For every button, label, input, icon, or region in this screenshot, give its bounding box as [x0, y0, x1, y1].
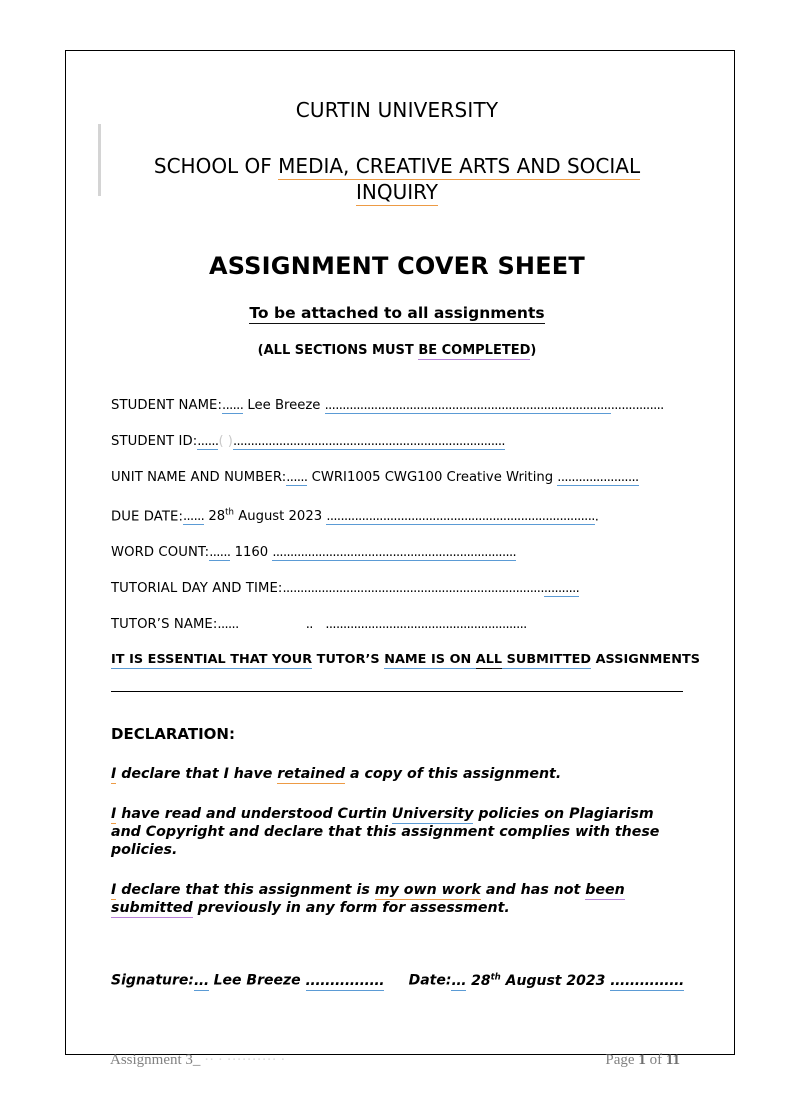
- field-tutorial[interactable]: [111, 580, 683, 597]
- page-prefix: Page: [605, 1052, 639, 1068]
- essential-notice: [111, 652, 701, 668]
- page-middle: of: [645, 1052, 666, 1068]
- decl1-highlight: retained: [277, 766, 346, 783]
- decl3-lead: I: [111, 882, 117, 899]
- due-date-label-dots: ......: [182, 509, 205, 525]
- signature-label-dots: ...: [193, 973, 209, 990]
- student-name-label-dots: ......: [222, 398, 244, 413]
- date-label-dots: ...: [451, 973, 467, 990]
- revision-change-bar: [98, 124, 101, 196]
- school-name-line2: INQUIRY: [356, 180, 438, 204]
- declaration-paragraph-1: [111, 765, 683, 783]
- university-title: CURTIN UNIVERSITY: [295, 98, 499, 122]
- due-date-monthyear: August 2023: [234, 509, 323, 525]
- attach-note-text: To be attached to all assignments: [249, 304, 545, 322]
- essential-part3: NAME IS ON: [384, 652, 476, 668]
- date-day: 28: [471, 973, 491, 990]
- essential-part1: IT IS ESSENTIAL THAT YOUR: [111, 652, 313, 668]
- student-id-label: STUDENT ID:: [111, 434, 198, 449]
- decl3-mid: declare that this assignment is: [116, 882, 375, 899]
- date-ordinal: th: [490, 972, 501, 983]
- student-name-label: STUDENT NAME:: [111, 398, 223, 413]
- tutorial-leader-tail: ..........: [543, 581, 580, 597]
- school-name-line1: MEDIA, CREATIVE ARTS AND SOCIAL: [278, 154, 641, 178]
- decl3-highlight-1: my own work: [374, 882, 481, 899]
- date-dots: ...............: [610, 973, 684, 990]
- page-current: 1: [638, 1052, 646, 1068]
- all-sections-suffix: ): [530, 343, 537, 358]
- unit-leader: .......................: [557, 470, 639, 485]
- due-date-leader-tail: .: [594, 509, 599, 525]
- essential-part2: TUTOR’S: [312, 652, 385, 668]
- field-unit[interactable]: [111, 469, 683, 486]
- student-id-leader: .............................................................................: [232, 434, 505, 449]
- decl2-tail: policies on Plagiarism and Copyright and declare that this assignment complies with these policies.: [111, 806, 660, 859]
- word-count-label-dots: ......: [209, 545, 231, 561]
- decl3-highlight-2: been submitted: [111, 882, 625, 917]
- decl2-highlight: University: [391, 806, 474, 823]
- field-tutor-name[interactable]: [111, 616, 683, 633]
- signature-dots: ................: [305, 973, 385, 990]
- decl2-lead: I: [111, 806, 117, 823]
- footer-left: [110, 1052, 285, 1069]
- decl2-mid: have read and understood Curtin: [116, 806, 392, 823]
- signature-label: Signature:: [111, 973, 194, 990]
- field-due-date[interactable]: [111, 505, 683, 525]
- section-divider: [111, 691, 683, 692]
- due-date-ordinal: th: [225, 508, 234, 518]
- tutor-name-value: [239, 617, 306, 632]
- declaration-heading: DECLARATION:: [111, 725, 235, 744]
- footer-redacted-text: ·· · ·········· ·: [200, 1052, 286, 1068]
- footer-assignment-label: Assignment 3_: [110, 1052, 201, 1068]
- decl1-tail: a copy of this assignment.: [345, 766, 562, 783]
- footer-page-number: [605, 1052, 680, 1069]
- declaration-paragraph-3: [111, 881, 683, 917]
- due-date-day: 28: [208, 509, 226, 525]
- student-name-leader-tail: ...............: [610, 398, 664, 413]
- signature-line[interactable]: [111, 972, 683, 989]
- due-date-leader: ............................................................................: [326, 509, 595, 525]
- essential-part6: ASSIGNMENTS: [591, 652, 701, 668]
- attach-note: [111, 304, 683, 322]
- decl3-mid-2: and has not: [480, 882, 586, 899]
- date-value: [466, 973, 610, 989]
- school-title: [111, 153, 683, 205]
- tutor-name-label: TUTOR’S NAME:: [111, 617, 218, 633]
- cover-sheet-title: ASSIGNMENT COVER SHEET: [209, 252, 585, 280]
- field-student-name[interactable]: [111, 397, 683, 414]
- unit-label: UNIT NAME AND NUMBER:: [111, 470, 287, 485]
- essential-part4: ALL: [475, 652, 503, 668]
- page-footer: [110, 1052, 680, 1069]
- page-content: [111, 51, 701, 990]
- tutor-name-mid-marks: ..: [305, 617, 313, 633]
- word-count-leader-2: .......................................: [378, 545, 517, 561]
- tutor-name-leader: .........................................................: [325, 617, 527, 633]
- essential-part5: SUBMITTED: [502, 652, 592, 668]
- all-sections-highlight: BE COMPLETED: [418, 343, 531, 358]
- page-total: 11: [665, 1052, 680, 1068]
- declaration-paragraph-2: [111, 805, 683, 859]
- due-date-label: DUE DATE:: [111, 509, 183, 525]
- date-label: Date:: [408, 973, 452, 990]
- all-sections-note: [111, 343, 683, 358]
- student-id-value: ( ): [218, 434, 233, 449]
- due-date-value: [204, 509, 326, 524]
- student-name-leader: .................................................................................: [324, 398, 611, 413]
- signature-value: Lee Breeze: [208, 973, 306, 990]
- all-sections-prefix: (ALL SECTIONS MUST: [257, 343, 419, 358]
- student-id-label-dots: ......: [197, 434, 219, 449]
- word-count-label: WORD COUNT:: [111, 545, 210, 561]
- field-word-count[interactable]: [111, 544, 683, 561]
- field-student-id[interactable]: [111, 433, 683, 450]
- document-page: [65, 50, 735, 1055]
- date-monthyear: August 2023: [500, 973, 606, 990]
- school-prefix: SCHOOL OF: [153, 154, 279, 178]
- tutorial-label: TUTORIAL DAY AND TIME:: [111, 581, 283, 597]
- unit-value: CWRI1005 CWG100 Creative Writing: [307, 470, 558, 485]
- decl1-mid: declare that I have: [116, 766, 278, 783]
- word-count-leader-1: ..............................: [272, 545, 379, 561]
- word-count-value: 1160: [230, 545, 273, 561]
- decl3-tail: previously in any form for assessment.: [192, 900, 510, 917]
- decl1-lead: I: [111, 766, 117, 783]
- tutorial-leader: ..........................................................................: [282, 581, 544, 597]
- form-fields: [111, 397, 701, 668]
- unit-label-dots: ......: [286, 470, 308, 485]
- tutor-name-label-dots: ......: [217, 617, 239, 633]
- student-name-value: Lee Breeze: [243, 398, 325, 413]
